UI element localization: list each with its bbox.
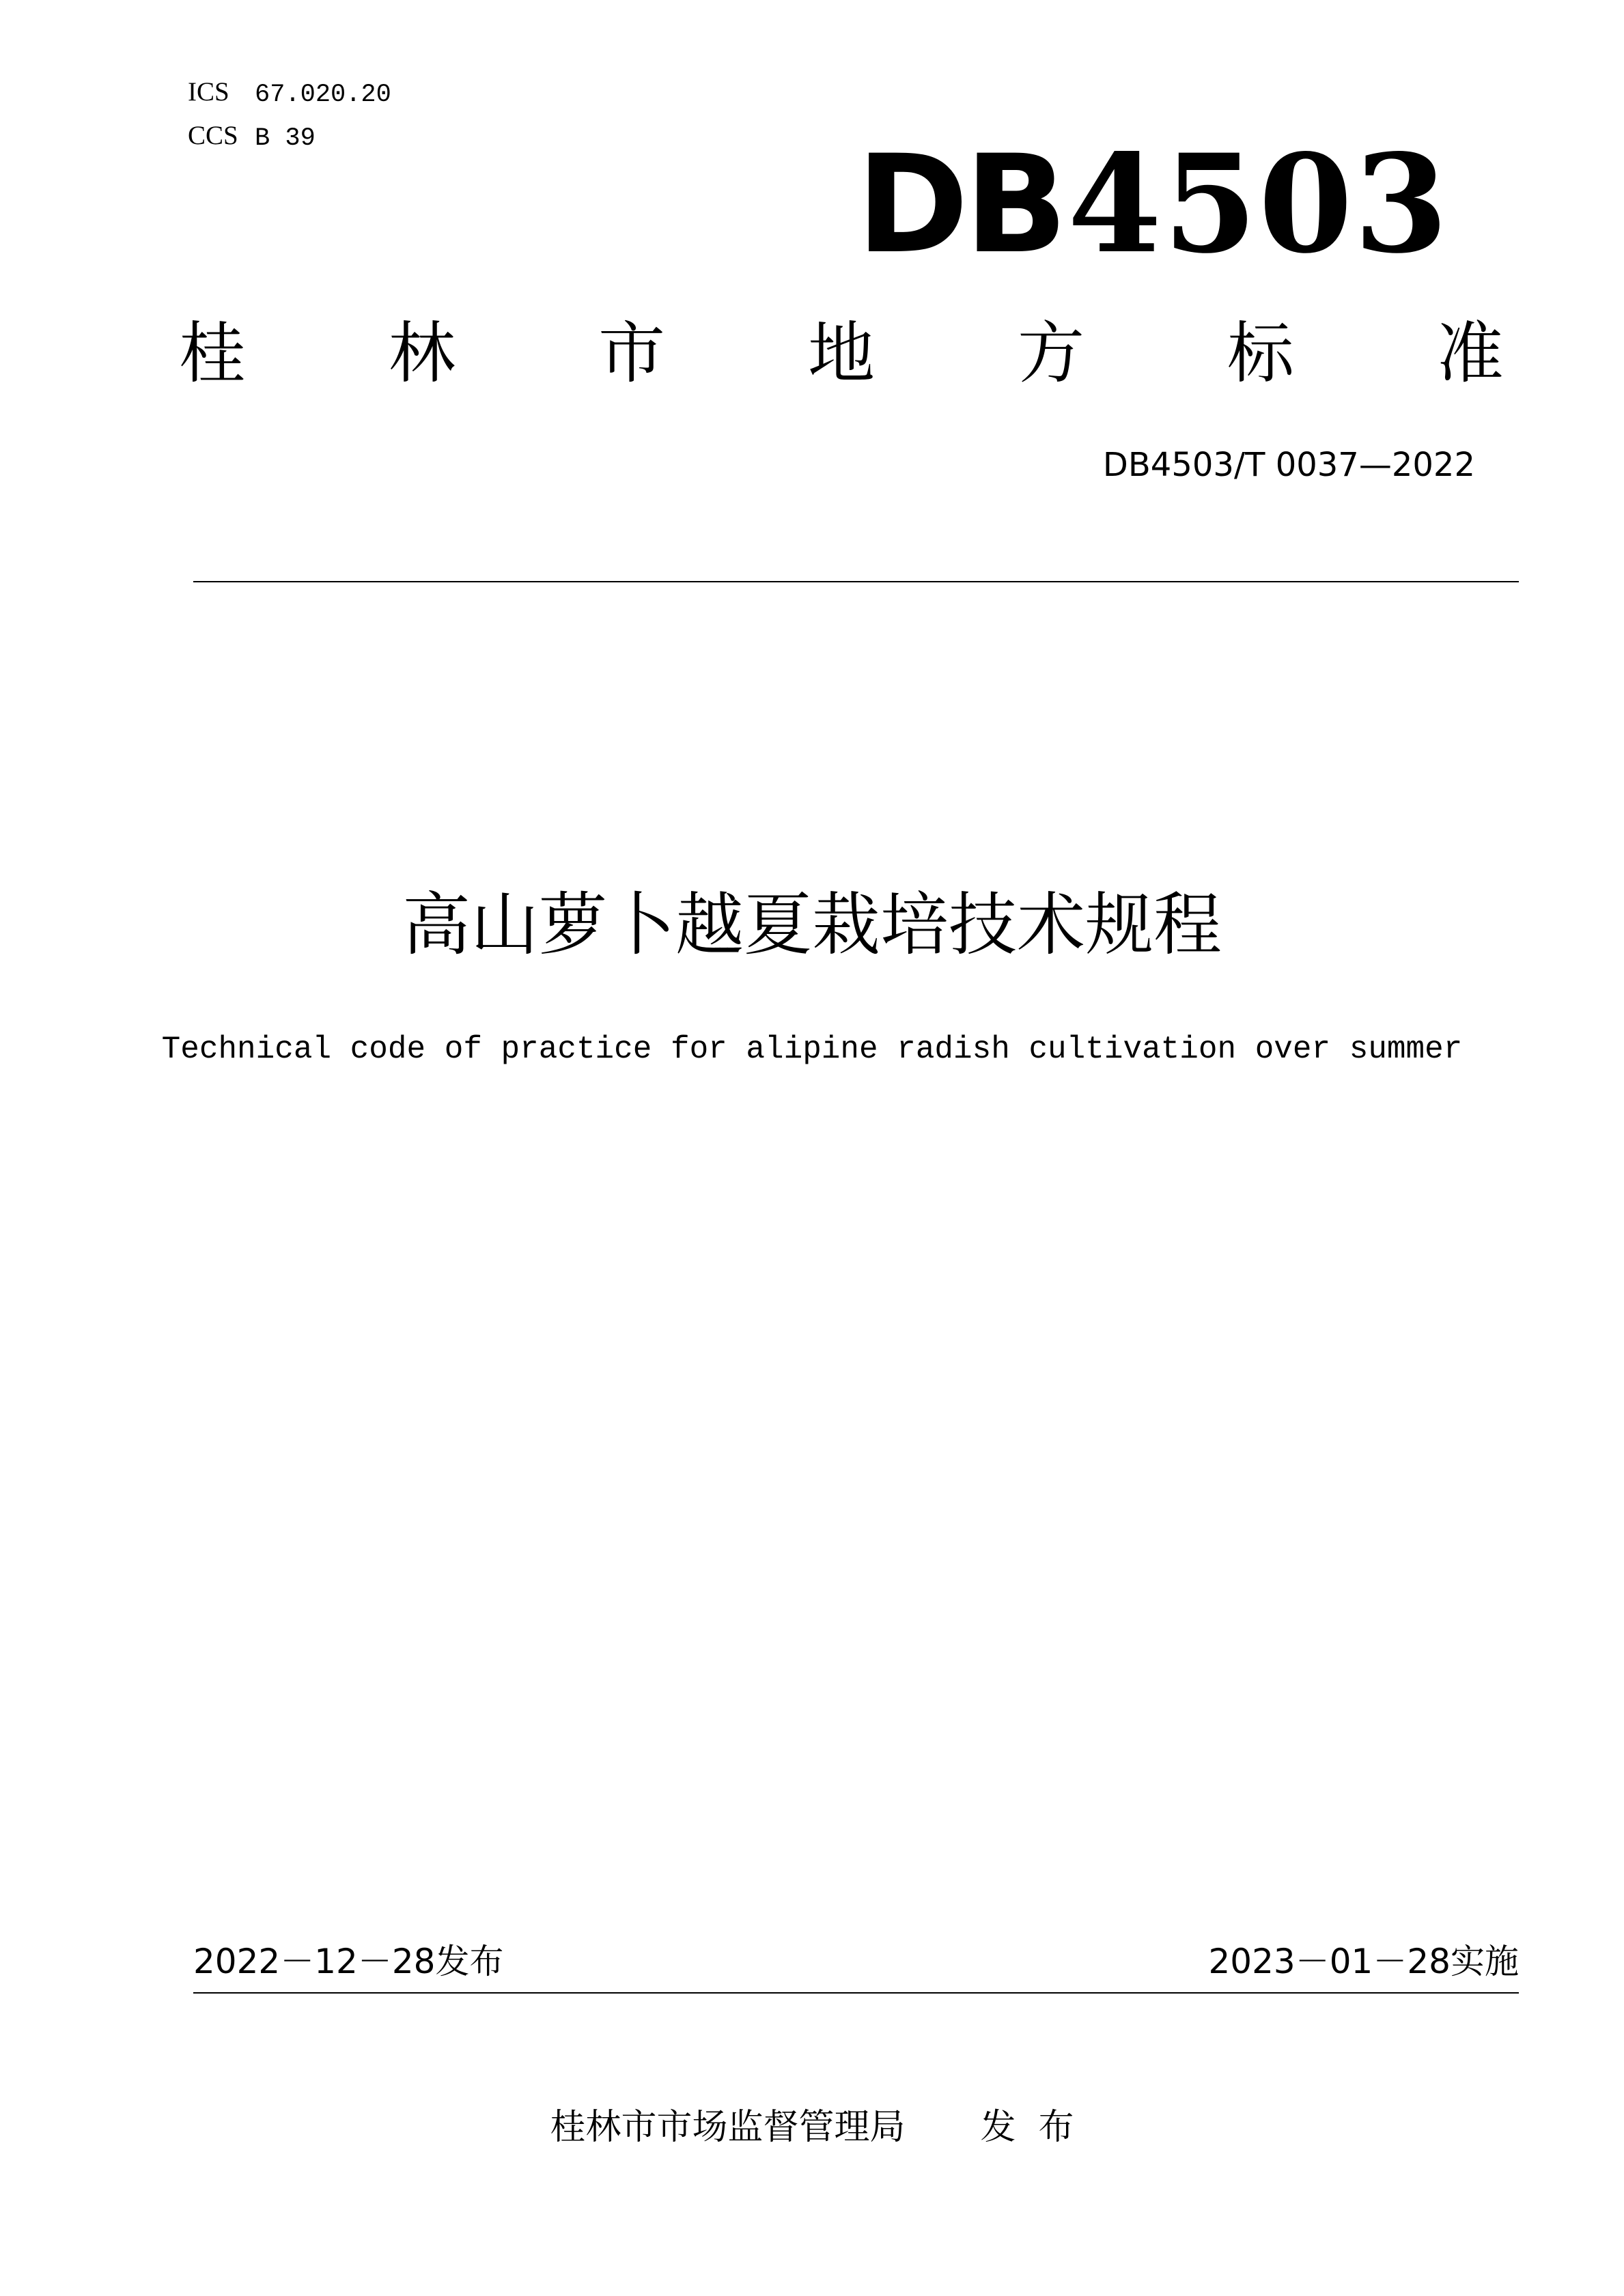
standard-number: DB4503/T 0037—2022	[1102, 446, 1475, 484]
header-divider	[193, 581, 1519, 582]
db-logo-code: 4503	[1067, 124, 1450, 283]
document-title-en: Technical code of practice for alipine radish cultivation over summer	[161, 1032, 1463, 1067]
ics-value: 67.020.20	[255, 81, 391, 109]
issue-action: 发 布	[980, 2107, 1074, 2148]
issuer-line	[0, 2101, 1624, 2153]
standard-type-char: 市	[598, 315, 665, 393]
standard-type-char: 地	[807, 315, 875, 393]
issue-date: 2022－12－28发布	[193, 1942, 504, 1981]
implementation-date: 2023－01－28实施	[1208, 1942, 1519, 1981]
standard-type-char: 方	[1017, 315, 1084, 393]
standard-type-char: 林	[388, 315, 456, 393]
issuing-organization: 桂林市市场监督管理局	[550, 2107, 906, 2148]
ccs-value: B 39	[255, 124, 316, 153]
standard-type-char: 标	[1227, 315, 1294, 393]
ics-label: ICS	[188, 77, 229, 107]
document-title-zh: 高山萝卜越夏栽培技术规程	[402, 885, 1222, 965]
standard-type-char: 桂	[179, 315, 247, 393]
db-logo-letters: DB	[856, 126, 1064, 283]
standard-type-char: 准	[1436, 315, 1504, 393]
db-standard-logo	[856, 124, 1450, 283]
standard-type-heading	[179, 307, 1504, 400]
ccs-label: CCS	[188, 121, 238, 150]
footer-divider	[193, 1992, 1519, 1994]
